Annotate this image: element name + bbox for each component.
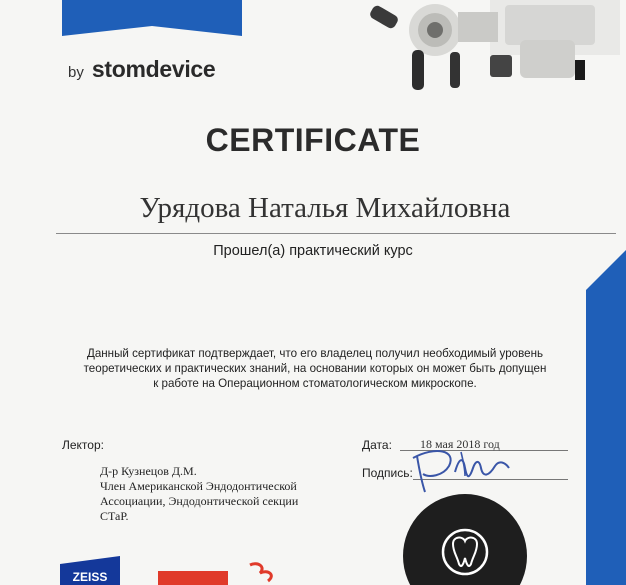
zeiss-logo [60,556,120,585]
brand-logo [68,56,215,83]
tooth-seal-icon [395,486,535,585]
signature-label: Подпись: [362,466,413,480]
date-label: Дата: [362,438,392,452]
date-value: 18 мая 2018 год [420,437,500,451]
description-line: Данный сертификат подтверждает, что его владелец получил необходимый уровень [86,347,544,360]
course-text: Прошел(а) практический курс [213,243,413,259]
description-line: к работе на Операционном стоматологическом микроскопе. [153,377,477,390]
brand-by-text: by [68,64,84,81]
recipient-name: Урядова Наталья Михайловна [139,192,511,224]
microscope-image [340,0,620,95]
certificate-title: CERTIFICATE [205,122,421,158]
lector-line: СТаР. [100,509,129,523]
brand-name: stomdevice [91,56,216,82]
name-underline [56,233,616,234]
lector-line: Ассоциации, Эндодонтической секции [100,494,299,508]
blue-corner-tab [62,0,242,36]
handwritten-signature [405,438,515,498]
lector-line: Член Американской Эндодонтической [100,479,297,493]
lector-line: Д-р Кузнецов Д.М. [100,464,197,478]
certificate-description [60,346,570,391]
description-line: теоретических и практических знаний, на основании которых он может быть допущен [83,362,547,375]
lector-label: Лектор: [62,438,104,452]
partner-logo [150,561,285,585]
right-blue-stripe [586,250,626,585]
lector-info [100,464,298,524]
svg-text:ZEISS: ZEISS [72,570,108,584]
